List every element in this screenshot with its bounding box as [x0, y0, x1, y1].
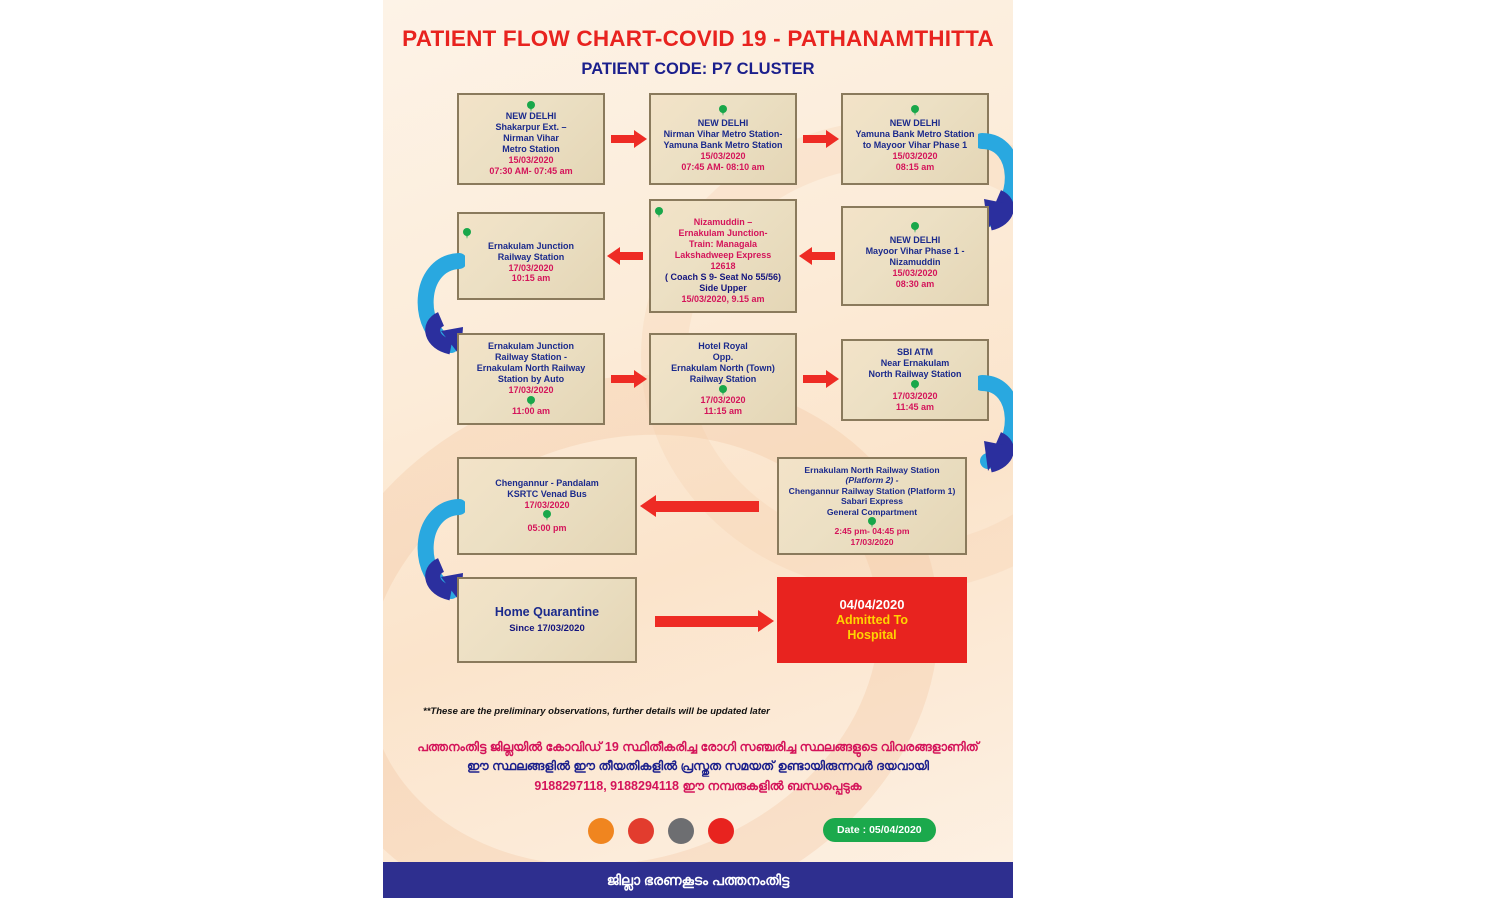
node-line: Chengannur - Pandalam — [495, 477, 599, 488]
arrow-n8-to-n9 — [803, 375, 827, 383]
node-line: Nirman Vihar Metro Station- — [663, 129, 783, 140]
flowchart-canvas — [383, 89, 1013, 749]
arrow-n4-to-n5 — [811, 252, 835, 260]
curved-arrow-n6-to-n7 — [401, 239, 465, 379]
kerala-health-logo-icon — [588, 818, 614, 844]
node-line: Yamuna Bank Metro Station — [663, 140, 783, 151]
node-line: Opp. — [712, 351, 734, 362]
location-pin-icon — [719, 385, 727, 393]
node-line: 15/03/2020 — [892, 150, 938, 161]
node-line: 11:45 am — [895, 402, 935, 413]
node-line: NEW DELHI — [505, 111, 557, 122]
malayalam-line-1: പത്തനംതിട്ട ജില്ലയിൽ കോവിഡ് 19 സ്ഥിതീകരിച്ച രോഗി സഞ്ചരിച്ച സ്ഥലങ്ങളുടെ വിവരങ്ങളാണിത് — [417, 740, 979, 754]
page-subtitle: PATIENT CODE: P7 CLUSTER — [581, 60, 815, 78]
node-line: ( Coach S 9- Seat No 55/56) — [664, 272, 782, 283]
bottom-bar: ജില്ലാ ഭരണകൂടം പത്തനംതിട്ട — [383, 862, 1013, 898]
node-line: Near Ernakulam — [880, 357, 950, 368]
node-line: 10:15 am — [511, 273, 551, 284]
node-line: Ernakulam North Railway — [476, 362, 586, 373]
node-line: Home Quarantine — [494, 605, 600, 620]
node-line: 04/04/2020 — [839, 596, 905, 612]
flow-node-n7 — [457, 333, 605, 425]
node-line: 17/03/2020 — [892, 391, 938, 402]
node-line: 15/03/2020 — [700, 150, 746, 161]
flow-node-n11 — [457, 457, 637, 555]
curved-arrow-n11-to-n12 — [401, 485, 465, 625]
location-pin-icon — [911, 380, 919, 389]
node-line: Ernakulam North (Town) — [671, 362, 775, 373]
location-pin-icon — [719, 105, 727, 116]
district-admin-logo-icon — [708, 818, 734, 844]
node-line: 17/03/2020 — [508, 384, 554, 395]
node-line: Station by Auto — [497, 373, 565, 384]
node-line: 2:45 pm- 04:45 pm — [834, 526, 910, 537]
node-line: Chengannur Railway Station (Platform 1) — [788, 485, 956, 496]
poster — [383, 0, 1013, 898]
node-line: NEW DELHI — [889, 235, 941, 246]
node-line: NEW DELHI — [697, 118, 749, 129]
node-line: 15/03/2020 — [892, 267, 938, 278]
location-pin-icon — [868, 517, 876, 524]
node-line: Since 17/03/2020 — [509, 623, 585, 635]
node-line: Railway Station — [497, 251, 565, 262]
node-line: (Platform 2) - — [845, 475, 899, 486]
flow-node-n9 — [841, 339, 989, 421]
arrow-n5-to-n6 — [619, 252, 643, 260]
page-title: PATIENT FLOW CHART-COVID 19 - PATHANAMTHITTA — [402, 26, 994, 51]
node-line: 15/03/2020 — [508, 155, 554, 166]
arrow-n12-to-n13 — [655, 616, 759, 627]
node-line: Mayoor Vihar Phase 1 - — [865, 246, 965, 257]
flow-node-n6 — [457, 212, 605, 300]
flow-node-n3 — [841, 93, 989, 185]
footnote: **These are the preliminary observations, further details will be updated later — [423, 706, 770, 717]
flow-node-n1 — [457, 93, 605, 185]
node-line: General Compartment — [826, 506, 918, 517]
node-line: Nizamuddin — [889, 257, 941, 268]
node-line: 08:15 am — [895, 161, 935, 172]
logo-row — [588, 818, 734, 844]
location-pin-icon — [543, 510, 551, 521]
node-line: Ernakulam North Railway Station — [804, 465, 940, 475]
node-line: Railway Station — [689, 373, 757, 384]
malayalam-note — [383, 738, 1013, 796]
flow-node-n8 — [649, 333, 797, 425]
node-line: Nizamuddin – — [693, 217, 753, 228]
node-line: 17/03/2020 — [508, 262, 554, 273]
date-badge: Date : 05/04/2020 — [823, 818, 936, 842]
location-pin-icon — [463, 228, 471, 239]
node-line: to Mayoor Vihar Phase 1 — [862, 140, 968, 151]
location-pin-icon — [527, 396, 535, 404]
node-line: NEW DELHI — [889, 118, 941, 129]
node-line: Ernakulam Junction — [487, 240, 575, 251]
arrow-n1-to-n2 — [611, 135, 635, 143]
arrow-n10-to-n11 — [655, 501, 759, 512]
government-emblem-logo-icon — [668, 818, 694, 844]
flow-node-n5 — [649, 199, 797, 313]
node-line: 17/03/2020 — [850, 536, 894, 547]
flow-node-n2 — [649, 93, 797, 185]
node-line: 17/03/2020 — [524, 499, 570, 510]
location-pin-icon — [655, 207, 663, 215]
node-line: 07:30 AM- 07:45 am — [489, 166, 573, 177]
node-line: Admitted To — [836, 612, 908, 627]
node-line: Sabari Express — [840, 496, 904, 507]
node-line: Train: Managala — [688, 239, 758, 250]
node-line: 12618 — [710, 261, 736, 272]
malayalam-line-3: 9188297118, 9188294118 ഈ നമ്പരുകളിൽ ബന്ധപ്പെടുക — [534, 778, 862, 793]
node-line: KSRTC Venad Bus — [507, 488, 587, 499]
node-line: 08:30 am — [895, 278, 935, 289]
location-pin-icon — [527, 101, 535, 109]
location-pin-icon — [911, 105, 919, 116]
flow-node-n10 — [777, 457, 967, 555]
node-line: Side Upper — [699, 283, 747, 294]
malayalam-line-2: ഈ സ്ഥലങ്ങളിൽ ഈ തീയതികളിൽ പ്രസ്തുത സമയത് ഉണ്ടായിരുന്നവർ ദയവായി — [467, 759, 929, 774]
node-line: 07:45 AM- 08:10 am — [681, 161, 765, 172]
flow-node-n13-admitted — [777, 577, 967, 663]
curved-arrow-n9-to-n10 — [978, 361, 1013, 491]
node-line: Hotel Royal — [698, 341, 748, 351]
node-line: Railway Station - — [494, 351, 567, 362]
node-line: 11:15 am — [703, 406, 743, 417]
node-line: Ernakulam Junction- — [678, 228, 768, 239]
location-pin-icon — [911, 222, 919, 233]
flow-node-n12 — [457, 577, 637, 663]
arrow-n7-to-n8 — [611, 375, 635, 383]
node-line: 05:00 pm — [527, 523, 567, 534]
node-line: North Railway Station — [868, 368, 962, 379]
flow-node-n4 — [841, 206, 989, 306]
node-line: Metro Station — [502, 144, 560, 155]
node-line: 11:00 am — [511, 406, 551, 417]
node-line: Shakarpur Ext. – — [495, 122, 567, 133]
node-line: Nirman Vihar — [503, 133, 559, 144]
nhm-logo-icon — [628, 818, 654, 844]
node-line: Yamuna Bank Metro Station — [855, 129, 975, 140]
node-line: 17/03/2020 — [700, 395, 746, 406]
node-line: Hospital — [847, 627, 897, 642]
node-line: 15/03/2020, 9.15 am — [681, 294, 765, 305]
node-line: Lakshadweep Express — [674, 250, 772, 261]
node-line: Ernakulam Junction — [487, 341, 575, 351]
arrow-n2-to-n3 — [803, 135, 827, 143]
node-line: SBI ATM — [897, 347, 933, 357]
